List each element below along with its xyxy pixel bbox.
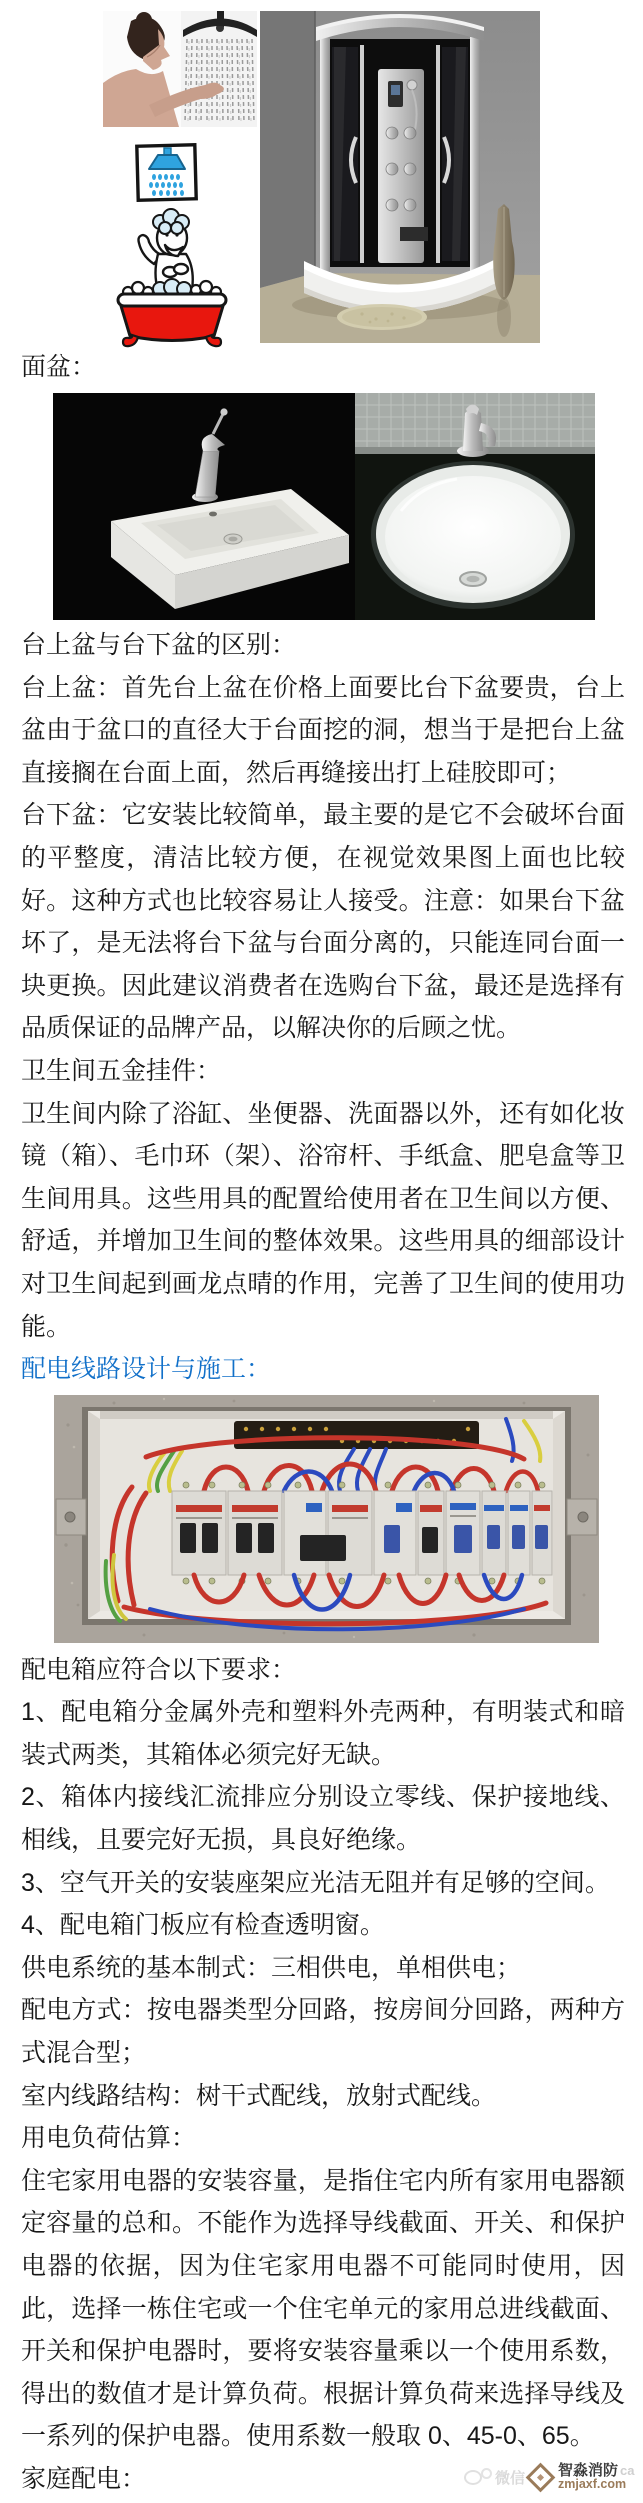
wechat-icon [464, 2470, 482, 2485]
brand-logo-icon [526, 2462, 556, 2492]
watermark [464, 2452, 642, 2502]
watermark-brand-suffix: ca [620, 2462, 635, 2478]
shower-cabin-photo [260, 11, 540, 343]
para-top-basin: 台上盆：首先台上盆在价格上面要比台下盆要贵，台上盆由于盆口的直径大于台面挖的洞，想当于是把台上盆直接搁在台面上面，然后再缝接出打上硅胶即可； [21, 673, 625, 787]
watermark-domain: zmjaxf.com [558, 2477, 627, 2492]
electric-title: 配电线路设计与施工： [21, 1355, 272, 1384]
woman-shower-photo [103, 11, 257, 127]
para-hardware: 卫生间内除了浴缸、坐便器、洗面器以外，还有如化妆镜（箱）、毛巾环（架）、浴帘杆、手纸盒、肥皂盒等卫生间用具。这些用具的配置给使用者在卫生间以方便、舒适，并增加卫生间的整体效果。这些用具的细部设计对卫生间起到画龙点晴的作用，完善了卫生间的使用功能。 [21, 1099, 625, 1341]
wechat-icon-blob [481, 2468, 492, 2479]
distribution-mode-line: 配电方式：按电器类型分回路，按房间分回路，两种方式混合型； [21, 1996, 625, 2068]
requirement-item: 2、箱体内接线汇流排应分别设立零线、保护接地线、相线，且要完好无损，具良好绝缘。 [21, 1783, 625, 1855]
shower-cartoon-icon [134, 142, 200, 206]
load-heading: 用电负荷估算： [21, 2124, 197, 2153]
requirement-item: 1、配电箱分金属外壳和塑料外壳两种，有明装式和暗装式两类，其箱体必须完好无缺。 [21, 1698, 625, 1769]
load-paragraph: 住宅家用电器的安装容量，是指住宅内所有家用电器额定容量的总和。不能作为选择导线截面、开关、和保护电器的依据，因为住宅家用电器不可能同时使用，因此，选择一栋住宅或一个住宅单元的家用总进线截面、开关和保护电器时，要将安装容量乘以一个使用系数，得出的数值才是计算负荷。根据计算负荷来选择导线及一系列的保护电器。使用系数一般取 0、45-0、65。 [21, 2166, 625, 2451]
para-under-basin: 台下盆：它安装比较简单，最主要的是它不会破坏台面的平整度，清洁比较方便，在视觉效果图上面也比较好。这种方式也比较容易让人接受。注意：如果台下盆坏了，是无法将台下盆与台面分离的，只能连同台面一块更换。因此建议消费者在选购台下盆，最还是选择有品质保证的品牌产品，以解决你的后顾之忧。 [21, 801, 625, 1043]
bathtub-cartoon-icon [108, 204, 236, 348]
requirement-item: 3、空气开关的安装座架应光洁无阻并有足够的空间。 [21, 1868, 610, 1897]
hardware-heading: 卫生间五金挂件： [21, 1056, 222, 1085]
basin-title: 面盆： [21, 353, 97, 381]
box-requirements-heading: 配电箱应符合以下要求： [21, 1655, 297, 1684]
family-distribution-heading: 家庭配电： [21, 2464, 147, 2493]
article-body [21, 624, 625, 2501]
power-system-line: 供电系统的基本制式：三相供电，单相供电； [21, 1953, 522, 1982]
basins-photo [53, 393, 595, 620]
watermark-faint-text: 微信 [495, 2469, 526, 2487]
watermark-brand: 智淼消防 [558, 2461, 619, 2479]
distribution-box-photo [54, 1395, 599, 1643]
indoor-wiring-line: 室内线路结构：树干式配线，放射式配线。 [21, 2081, 497, 2110]
requirement-item: 4、配电箱门板应有检查透明窗。 [21, 1911, 385, 1940]
basin-diff-heading: 台上盆与台下盆的区别： [21, 631, 297, 659]
